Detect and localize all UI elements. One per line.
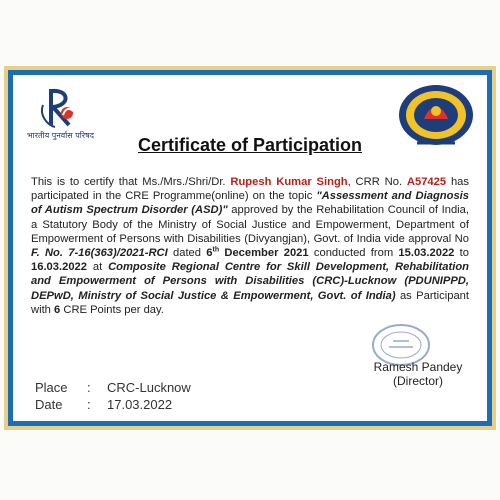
body-text-segment: at [87, 261, 109, 274]
place-value: CRC-Lucknow [107, 380, 191, 395]
approval-date [206, 247, 308, 259]
body-text-segment: to [454, 247, 469, 260]
date-label: Date [35, 397, 63, 412]
cre-points: 6 [54, 303, 61, 316]
crr-number: A57425 [406, 176, 447, 188]
to-date: 16.03.2022 [31, 261, 87, 274]
signatory-name: Ramesh Pandey [373, 360, 463, 374]
date-separator: : [87, 397, 91, 412]
certificate-panel [8, 70, 492, 426]
date-value: 17.03.2022 [107, 397, 173, 412]
certificate-frame [4, 66, 496, 430]
body-text-segment: approved by the Rehabilitation Council of India, a Statutory Body of the Ministry of Social Justice and Empowerment, Department of Empowerment of Persons with Disabilities (Divyangjan), Govt. of India vide approval No [31, 204, 469, 245]
approval-day: 6 [206, 247, 213, 260]
place-row [35, 379, 191, 396]
body-text-segment: has participated in the CRE Programme(online) on the topic [31, 176, 469, 203]
approval-month-year: December 2021 [219, 247, 309, 260]
body-text-segment: conducted from [308, 247, 399, 260]
org-name-hindi: भारतीय पुनर्वास परिषद [27, 131, 94, 140]
programme-topic: "Assessment and Diagnosis of Autism Spectrum Disorder (ASD)" [31, 190, 469, 217]
body-text-segment: This is to certify that Ms./Mrs./Shri/Dr. [31, 176, 231, 188]
rci-emblem-icon [39, 85, 83, 129]
signatory-block [363, 360, 473, 388]
body-text-segment: , CRR No. [347, 176, 407, 188]
venue: Composite Regional Centre for Skill Development, Rehabilitation and Empowerment of Persons with Disabilities (CRC)-Lucknow (PDUNIPPD, DEPwD, Ministry of Social Justice & Empowerment, Govt. of India) [31, 261, 469, 302]
body-text-segment: as Participant with [31, 289, 469, 316]
place-separator: : [87, 380, 91, 395]
place-date-block [35, 379, 191, 413]
body-text-segment: dated [167, 247, 207, 260]
place-label: Place [35, 380, 68, 395]
signatory-designation: (Director) [393, 374, 443, 388]
date-row [35, 396, 191, 413]
approval-day-suffix: th [212, 246, 220, 254]
approval-number: F. No. 7-16(363)/2021-RCI [31, 247, 168, 260]
certificate-body [31, 175, 469, 317]
body-text-segment: CRE Points per day. [60, 303, 164, 316]
participant-name: Rupesh Kumar Singh [230, 176, 348, 188]
certificate-title: Certificate of Participation [137, 135, 363, 155]
from-date: 15.03.2022 [398, 247, 455, 260]
